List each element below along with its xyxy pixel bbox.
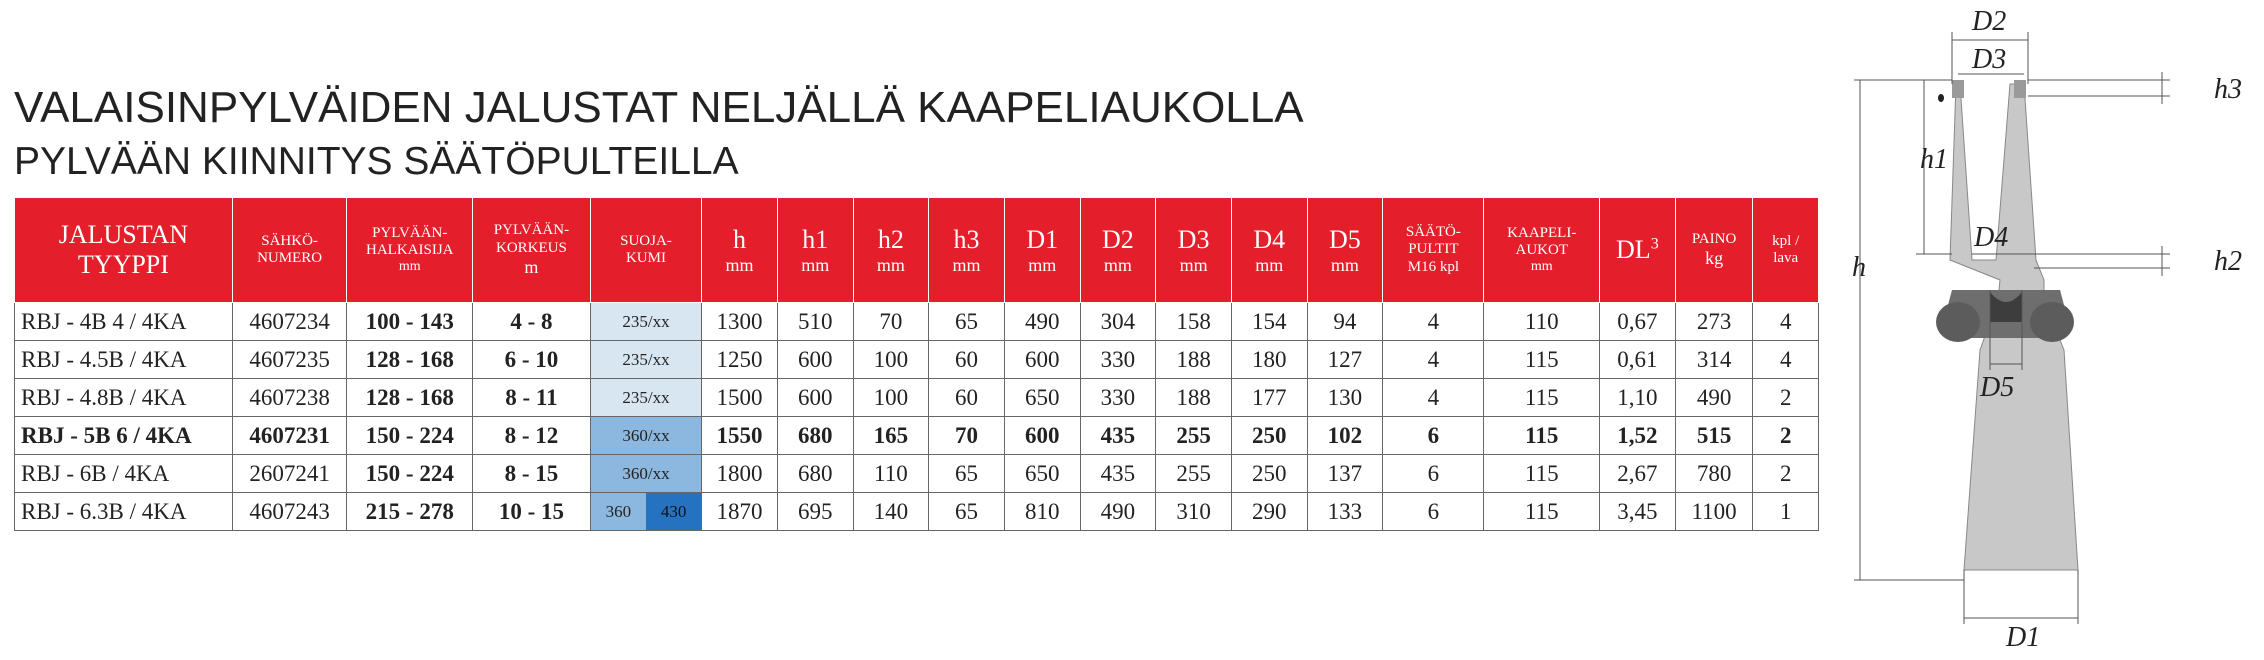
- header-korkeus: PYLVÄÄN- KORKEUS m: [473, 198, 591, 303]
- label-d1: D1: [2006, 622, 2041, 653]
- label-d5: D5: [1980, 372, 2015, 403]
- bolt-right: [2014, 80, 2026, 98]
- bolt-left: [1952, 80, 1964, 98]
- rubber-cell: 235/xx: [590, 379, 701, 417]
- header-type: JALUSTAN TYYPPI: [15, 198, 233, 303]
- header-d5: D5 mm: [1307, 198, 1383, 303]
- header-h3: h3 mm: [929, 198, 1005, 303]
- rubber-cell: 360/xx: [590, 417, 701, 455]
- header-kaapeliaukot: KAAPELI- AUKOT mm: [1484, 198, 1600, 303]
- table-row: RBJ - 6B / 4KA 2607241 150 - 224 8 - 15 360/xx 1800 680 110 65 650 435 255 250 137 6 115 2,67 780 2: [15, 455, 1819, 493]
- table-row: RBJ - 4.8B / 4KA 4607238 128 - 168 8 - 11 235/xx 1500 600 100 60 650 330 188 177 130 4 115 1,10 490 2: [15, 379, 1819, 417]
- header-h1: h1 mm: [777, 198, 853, 303]
- label-h2: h2: [2214, 246, 2242, 277]
- table-row: RBJ - 4B 4 / 4KA 4607234 100 - 143 4 - 8 235/xx 1300 510 70 65 490 304 158 154 94 4 110 0,67 273 4: [15, 303, 1819, 341]
- header-suojakumi: SUOJA- KUMI: [590, 198, 701, 303]
- table-header-row: [15, 198, 1819, 303]
- rubber-cell: [590, 493, 701, 531]
- rubber-size-430: 430: [646, 493, 701, 530]
- rubber-cell: 360/xx: [590, 455, 701, 493]
- header-sahko: SÄHKÖ- NUMERO: [232, 198, 347, 303]
- table-row: RBJ - 6.3B / 4KA 4607243 215 - 278 10 - 15 360 430 1870 695 140 65 810 490 310 290 133 6 115 3,45 1100 1: [15, 493, 1819, 531]
- spec-table: [14, 197, 1819, 531]
- bolt-marker-icon: [1938, 94, 1944, 102]
- header-d3: D3 mm: [1156, 198, 1232, 303]
- header-halkaisija: PYLVÄÄN- HALKAISIJA mm: [347, 198, 473, 303]
- page-subtitle: PYLVÄÄN KIINNITYS SÄÄTÖPULTEILLA: [14, 140, 739, 183]
- label-d4: D4: [1974, 222, 2009, 253]
- label-d2: D2: [1972, 6, 2007, 37]
- foundation-drawing: [1840, 0, 2264, 660]
- label-h1: h1: [1920, 144, 1948, 175]
- rubber-size-360: 360: [591, 493, 646, 530]
- label-h: h: [1852, 252, 1866, 283]
- header-kpl-lava: kpl / lava: [1753, 198, 1819, 303]
- header-dl: $DL^3$: [1600, 198, 1676, 303]
- table-row: RBJ - 4.5B / 4KA 4607235 128 - 168 6 - 10 235/xx 1250 600 100 60 600 330 188 180 127 4 115 0,61 314 4: [15, 341, 1819, 379]
- rubber-cell: 235/xx: [590, 303, 701, 341]
- label-d3: D3: [1972, 44, 2007, 75]
- table-row: RBJ - 5B 6 / 4KA 4607231 150 - 224 8 - 12 360/xx 1550 680 165 70 600 435 255 250 102 6 115 1,52 515 2: [15, 417, 1819, 455]
- header-d4: D4 mm: [1231, 198, 1307, 303]
- header-h: h mm: [702, 198, 778, 303]
- header-d1: D1 mm: [1004, 198, 1080, 303]
- page-title: VALAISINPYLVÄIDEN JALUSTAT NELJÄLLÄ KAAPELIAUKOLLA: [14, 83, 1304, 132]
- header-h2: h2 mm: [853, 198, 929, 303]
- cable-hole-left: [1936, 302, 1980, 342]
- cable-hole-right: [2030, 302, 2074, 342]
- rubber-cell: 235/xx: [590, 341, 701, 379]
- header-d2: D2 mm: [1080, 198, 1156, 303]
- header-paino: PAINO kg: [1675, 198, 1753, 303]
- header-saatopultit: SÄÄTÖ- PULTIT M16 kpl: [1383, 198, 1484, 303]
- label-h3: h3: [2214, 74, 2242, 105]
